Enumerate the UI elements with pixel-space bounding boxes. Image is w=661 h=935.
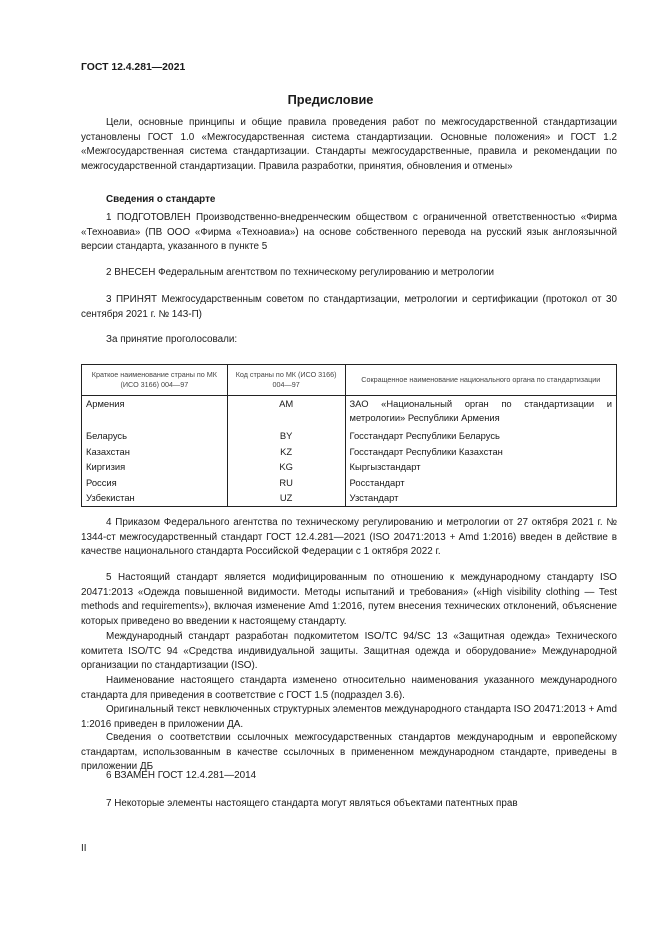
item-4-paragraph: 4 Приказом Федерального агентства по техническому регулированию и метрологии от 27 октября 2021 г. № 1344-ст межгосударственный стандарт ГОСТ 12.4.281—2021 (ISO 20471:2013 + Amd 1:2016) введен в действие в качестве национального стандарта Российской Федерации с 1 октября 2022 г. [81,517,617,558]
table-row [82,459,617,475]
cell-country: Казахстан [82,444,228,460]
table-row [82,490,617,506]
page-title: Предисловие [287,92,374,107]
cell-body: ЗАО «Национальный орган по стандартизации и метрологии» Республики Армения [345,396,616,429]
item-5-name-change-paragraph: Наименование настоящего стандарта изменено относительно наименования указанного международного стандарта для приведения в соответствие с ГОСТ 1.5 (подраздел 3.6). [81,675,617,701]
cell-body: Росстандарт [345,475,616,491]
page-number: II [81,843,87,854]
item-5-paragraph: 5 Настоящий стандарт является модифицированным по отношению к международному стандарту ISO 20471:2013 «Одежда повышенной видимости. Методы испытаний и требования» («High visibility clothing — Test methods and requirements»), включая изменение Amd 1:2016, путем внесения технических отклонений, объяснение которых приведено во введении к настоящему стандарту. [81,572,617,627]
cell-code: AM [227,396,345,429]
item-5-original-text-paragraph: Оригинальный текст невключенных структурных элементов международного стандарта ISO 20471:2013 + Amd 1:2016 приведен в приложении ДА. [81,704,617,730]
cell-body: Кыргызстандарт [345,459,616,475]
header-country: Краткое наименование страны по МК (ИСО 3166) 004—97 [82,365,228,396]
item-3-paragraph: 3 ПРИНЯТ Межгосударственным советом по стандартизации, метрологии и сертификации (протокол от 30 сентября 2021 г. № 143-П) [81,294,617,320]
standard-code-header: ГОСТ 12.4.281—2021 [81,62,186,73]
table-row [82,444,617,460]
cell-country: Узбекистан [82,490,228,506]
cell-code: KG [227,459,345,475]
cell-country: Армения [82,396,228,429]
cell-body: Узстандарт [345,490,616,506]
header-body: Сокращенное наименование национального органа по стандартизации [345,365,616,396]
table-row [82,428,617,444]
cell-country: Россия [82,475,228,491]
cell-country: Беларусь [82,428,228,444]
cell-country: Киргизия [82,459,228,475]
item-7-paragraph: 7 Некоторые элементы настоящего стандарта могут являться объектами патентных прав [106,798,518,809]
item-5-references-paragraph: Сведения о соответствии ссылочных межгосударственных стандартов международным и европейскому стандартам, использованным в качестве ссылочных в примененном международном стандарте, приведены в приложении ДБ [81,732,617,773]
cell-code: RU [227,475,345,491]
item-6-paragraph: 6 ВЗАМЕН ГОСТ 12.4.281—2014 [106,770,257,781]
header-code: Код страны по МК (ИСО 3166) 004—97 [227,365,345,396]
voted-paragraph: За принятие проголосовали: [106,334,238,345]
item-2-paragraph: 2 ВНЕСЕН Федеральным агентством по техническому регулированию и метрологии [106,267,495,278]
table-row [82,396,617,429]
section-heading: Сведения о стандарте [106,194,216,205]
cell-code: UZ [227,490,345,506]
item-1-paragraph: 1 ПОДГОТОВЛЕН Производственно-внедренческим обществом с ограниченной ответственностью «Фирма «Техноавиа» (ПВ ООО «Фирма «Техноавиа») на основе собственного перевода на русский язык англоязычной версии стандарта, указанного в пункте 5 [81,212,617,253]
cell-code: BY [227,428,345,444]
cell-body: Госстандарт Республики Беларусь [345,428,616,444]
table-row [82,475,617,491]
cell-body: Госстандарт Республики Казахстан [345,444,616,460]
item-5-committee-paragraph: Международный стандарт разработан подкомитетом ISO/TC 94/SC 13 «Защитная одежда» Технического комитета ISO/TC 94 «Средства индивидуальной защиты. Защитная одежда и оборудование» Международной организации по стандартизации (ISO). [81,631,617,672]
countries-table [81,364,617,507]
table-header-row [82,365,617,396]
intro-paragraph: Цели, основные принципы и общие правила проведения работ по межгосударственной стандартизации установлены ГОСТ 1.0 «Межгосударственная система стандартизации. Основные положения» и ГОСТ 1.2 «Межгосударственная система стандартизации. Стандарты межгосударственные, правила и рекомендации по межгосударственной стандартизации. Правила разработки, принятия, обновления и отмены» [81,117,617,172]
cell-code: KZ [227,444,345,460]
